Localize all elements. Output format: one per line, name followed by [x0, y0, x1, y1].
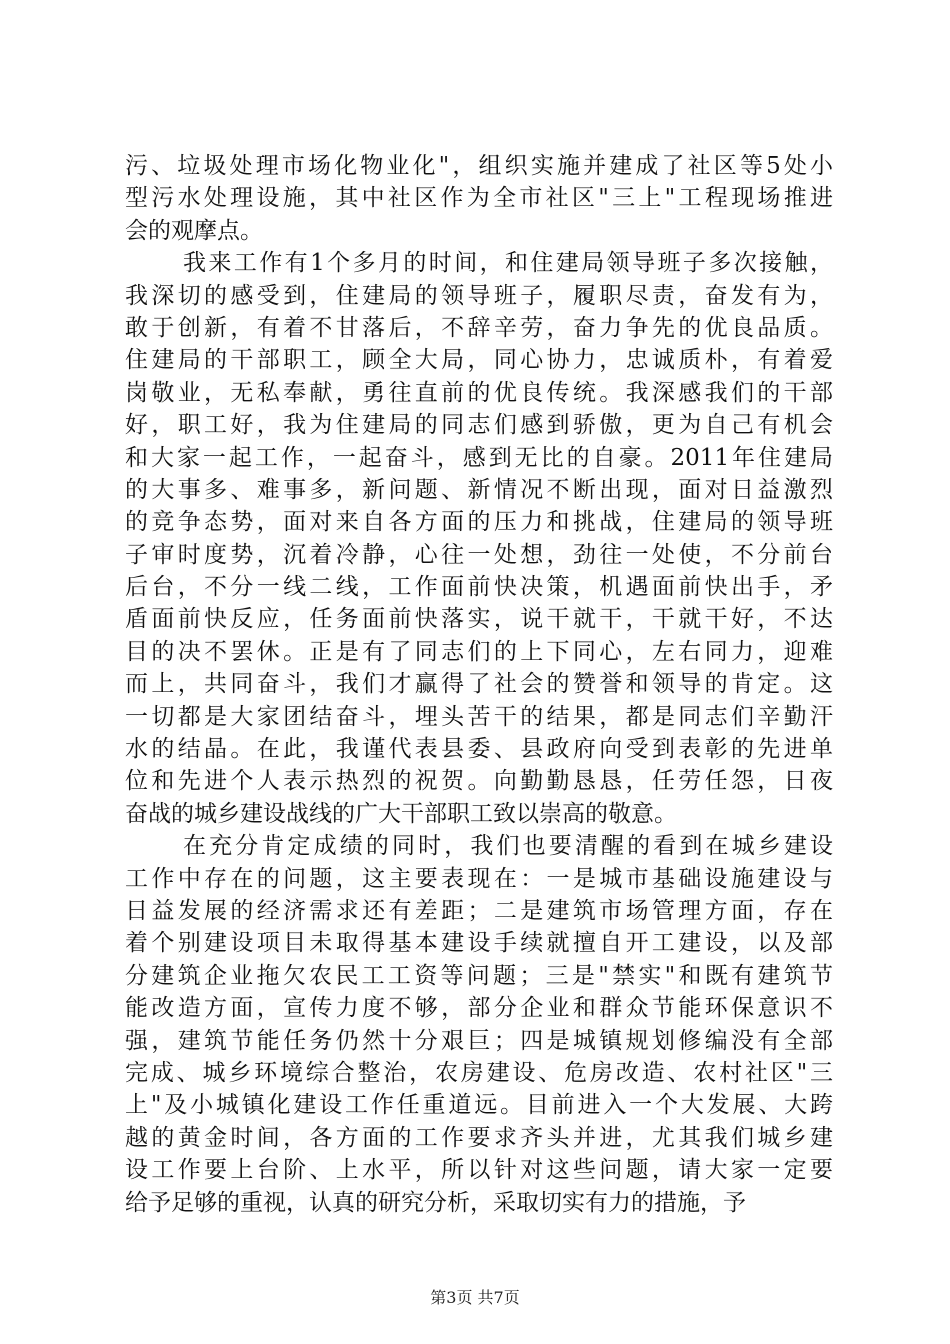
text-line: 完成、城乡环境综合整治，农房建设、危房改造、农村社区"三: [125, 1059, 833, 1086]
text-line: 位和先进个人表示热烈的祝贺。向勤勤恳恳，任劳任怨，日夜: [125, 768, 833, 795]
text-line: 和大家一起工作，一起奋斗，感到无比的自豪。2011年住建局: [125, 444, 833, 471]
text-line: 我深切的感受到，住建局的领导班子，履职尽责，奋发有为，: [125, 282, 833, 309]
text-line: 的竞争态势，面对来自各方面的压力和挑战，住建局的领导班: [125, 509, 833, 536]
text-line: 好，职工好，我为住建局的同志们感到骄傲，更为自己有机会: [125, 412, 833, 439]
text-line: 敢于创新，有着不甘落后，不辞辛劳，奋力争先的优良品质。: [125, 314, 833, 341]
text-line: 型污水处理设施，其中社区作为全市社区"三上"工程现场推进: [125, 185, 833, 212]
text-line: 后台，不分一线二线，工作面前快决策，机遇面前快出手，矛: [125, 574, 833, 601]
text-line: 子审时度势，沉着冷静，心往一处想，劲往一处使，不分前台: [125, 541, 833, 568]
text-line: 着个别建设项目未取得基本建设手续就擅自开工建设，以及部: [125, 930, 833, 957]
text-line: 分建筑企业拖欠农民工工资等问题；三是"禁实"和既有建筑节: [125, 962, 833, 989]
text-line: 上"及小城镇化建设工作任重道远。目前进入一个大发展、大跨: [125, 1092, 833, 1119]
text-line: 会的观摩点。: [125, 217, 263, 244]
paragraph: [125, 247, 833, 830]
text-line: 住建局的干部职工，顾全大局，同心协力，忠诚质朴，有着爱: [125, 347, 833, 374]
text-line: 目的决不罢休。正是有了同志们的上下同心，左右同力，迎难: [125, 638, 833, 665]
text-line: 越的黄金时间，各方面的工作要求齐头并进，尤其我们城乡建: [125, 1124, 833, 1151]
text-line: 岗敬业，无私奉献，勇往直前的优良传统。我深感我们的干部: [125, 379, 833, 406]
page-number-footer: 第3页 共7页: [430, 1288, 520, 1307]
text-line: 污、垃圾处理市场化物业化"，组织实施并建成了社区等5处小: [125, 153, 833, 179]
text-line: 水的结晶。在此，我谨代表县委、县政府向受到表彰的先进单: [125, 736, 833, 763]
paragraph: [125, 830, 833, 1219]
text-line: 能改造方面，宣传力度不够，部分企业和群众节能环保意识不: [125, 995, 833, 1022]
text-line: 而上，共同奋斗，我们才赢得了社会的赞誉和领导的肯定。这: [125, 671, 833, 698]
paragraph: [125, 150, 833, 247]
text-line: 一切都是大家团结奋斗，埋头苦干的结果，都是同志们辛勤汗: [125, 703, 833, 730]
text-line: 强，建筑节能任务仍然十分艰巨；四是城镇规划修编没有全部: [125, 1027, 833, 1054]
text-line: 的大事多、难事多，新问题、新情况不断出现，面对日益激烈: [125, 476, 833, 503]
text-line: 盾面前快反应，任务面前快落实，说干就干，干就干好，不达: [125, 606, 833, 633]
text-line: 给予足够的重视，认真的研究分析，采取切实有力的措施，予: [125, 1189, 746, 1216]
body-text: [125, 150, 833, 1219]
text-line: 奋战的城乡建设战线的广大干部职工致以崇高的敬意。: [125, 800, 677, 827]
text-line: 日益发展的经济需求还有差距；二是建筑市场管理方面，存在: [125, 897, 833, 924]
text-line: 工作中存在的问题，这主要表现在：一是城市基础设施建设与: [125, 865, 833, 892]
text-line: 在充分肯定成绩的同时，我们也要清醒的看到在城乡建设: [183, 833, 833, 860]
text-line: 设工作要上台阶、上水平，所以针对这些问题，请大家一定要: [125, 1157, 833, 1184]
text-line: 我来工作有1个多月的时间，和住建局领导班子多次接触，: [183, 250, 833, 277]
